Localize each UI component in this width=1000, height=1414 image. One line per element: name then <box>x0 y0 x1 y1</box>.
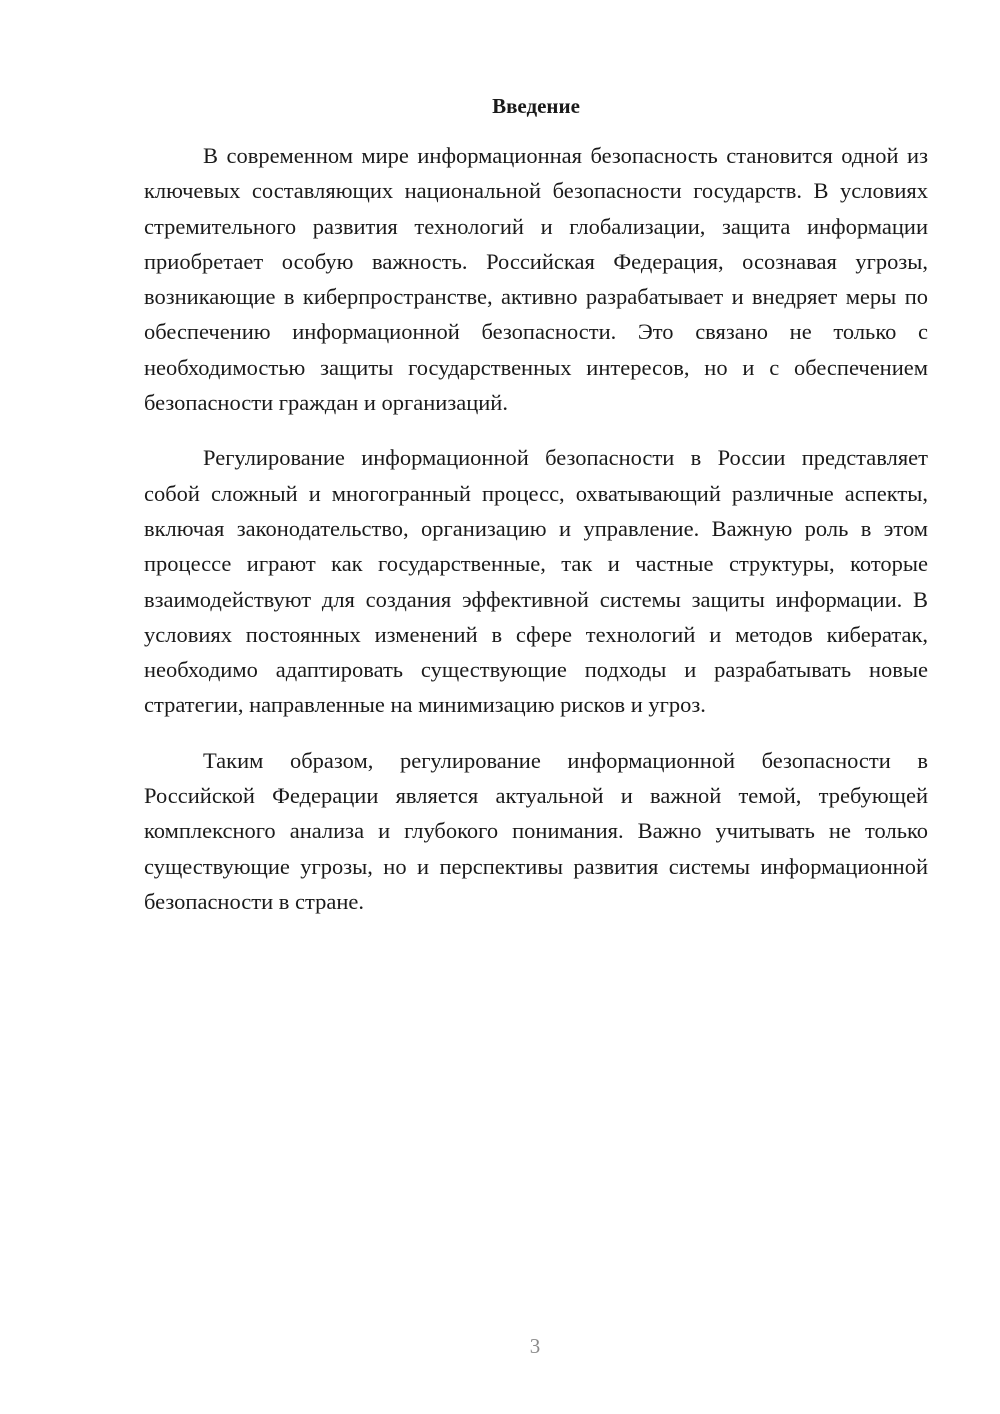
paragraph-1: В современном мире информационная безопасность становится одной из ключевых составляющих национальной безопасности государств. В условиях стремительного развития технологий и глобализации, защита информации приобретает особую важность. Российская Федерация, осознавая угрозы, возникающие в киберпространстве, активно разрабатывает и внедряет меры по обеспечению информационной безопасности. Это связано не только с необходимостью защиты государственных интересов, но и с обеспечением безопасности граждан и организаций. <box>144 143 928 416</box>
paragraph-3: Таким образом, регулирование информационной безопасности в Российской Федерации является актуальной и важной темой, требующей комплексного анализа и глубокого понимания. Важно учитывать не только существующие угрозы, но и перспективы развития системы информационной безопасности в стране. <box>144 747 928 914</box>
page-content <box>144 92 928 939</box>
paragraph-2: Регулирование информационной безопасности в России представляет собой сложный и многогранный процесс, охватывающий различные аспекты, включая законодательство, организацию и управление. Важную роль в этом процессе играют как государственные, так и частные структуры, которые взаимодействуют для создания эффективной системы защиты информации. В условиях постоянных изменений в сфере технологий и методов кибератак, необходимо адаптировать существующие подходы и разрабатывать новые стратегии, направленные на минимизацию рисков и угроз. <box>144 445 928 718</box>
section-heading: Введение <box>492 94 580 118</box>
page-number: 3 <box>529 1334 541 1358</box>
